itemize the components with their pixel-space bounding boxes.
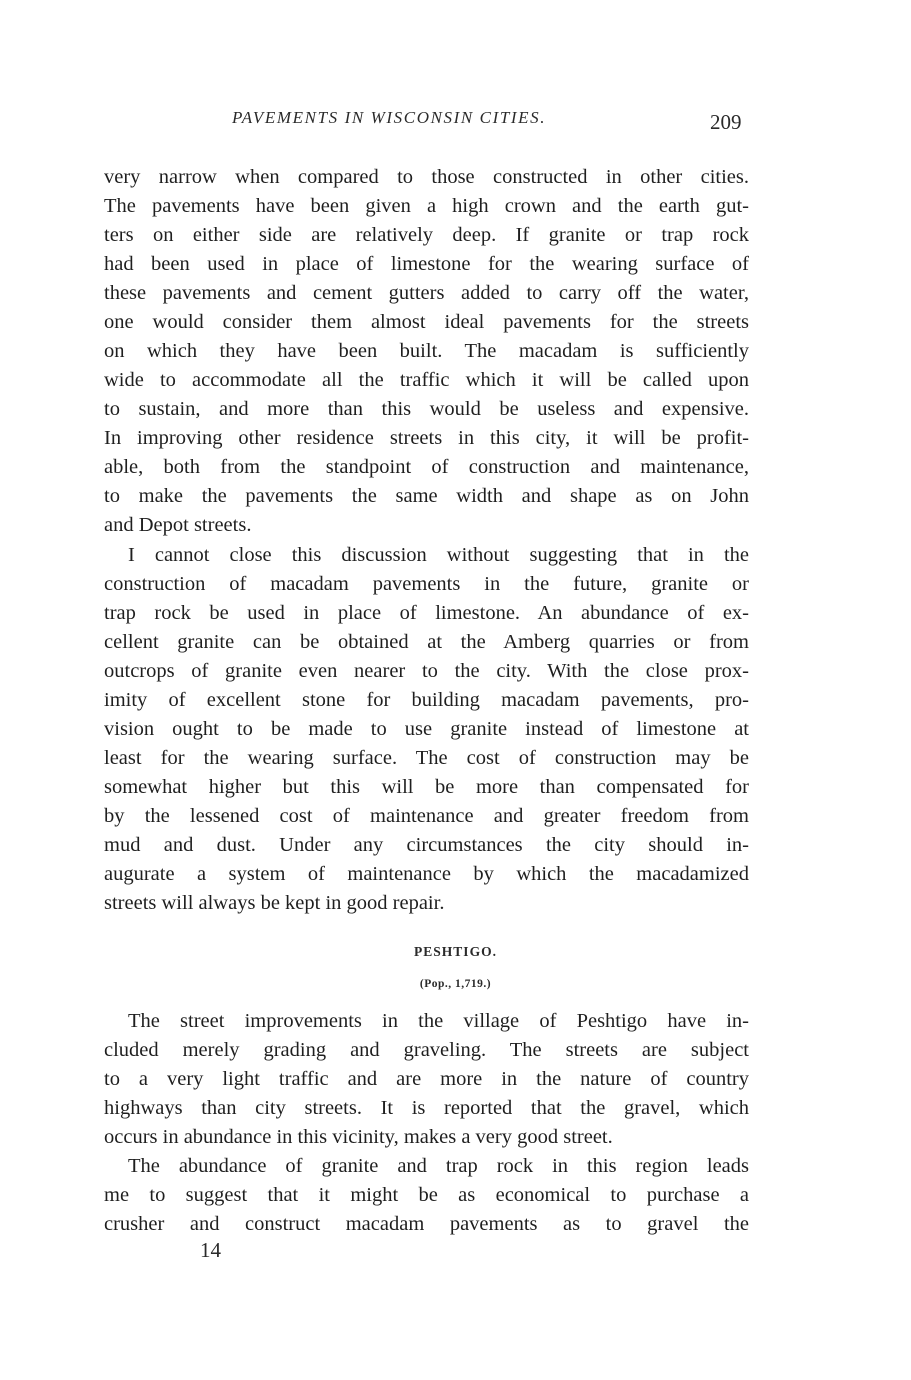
text-line: to a very light traffic and are more in the nature of country: [104, 1068, 749, 1090]
paragraph-2: [104, 541, 749, 918]
paragraph-1: [104, 163, 749, 540]
text-line: vision ought to be made to use granite instead of limestone at: [104, 718, 749, 740]
section-heading: PESHTIGO.: [414, 944, 497, 959]
page-number: 209: [710, 110, 742, 134]
text-line: I cannot close this discussion without suggesting that in the: [128, 544, 749, 566]
text-line: imity of excellent stone for building macadam pavements, pro-: [104, 689, 749, 711]
text-line: me to suggest that it might be as economical to purchase a: [104, 1184, 749, 1206]
text-line: augurate a system of maintenance by which the macadamized: [104, 863, 749, 885]
text-line: very narrow when compared to those constructed in other cities.: [104, 166, 749, 188]
text-line: In improving other residence streets in this city, it will be profit-: [104, 427, 749, 449]
population-note: (Pop., 1,719.): [419, 978, 492, 990]
signature-mark: 14: [200, 1238, 221, 1262]
text-line: by the lessened cost of maintenance and greater freedom from: [104, 805, 749, 827]
text-line: highways than city streets. It is reported that the gravel, which: [104, 1097, 749, 1119]
text-line: streets will always be kept in good repair.: [104, 892, 445, 914]
text-line: had been used in place of limestone for the wearing surface of: [104, 253, 749, 275]
text-line: to sustain, and more than this would be useless and expensive.: [104, 398, 749, 420]
text-line: and Depot streets.: [104, 514, 252, 536]
running-title: PAVEMENTS IN WISCONSIN CITIES.: [232, 108, 547, 127]
text-line: cellent granite can be obtained at the Amberg quarries or from: [104, 631, 749, 653]
text-line: least for the wearing surface. The cost of construction may be: [104, 747, 749, 769]
text-line: wide to accommodate all the traffic which it will be called upon: [104, 369, 749, 391]
text-line: mud and dust. Under any circumstances the city should in-: [104, 834, 749, 856]
text-line: cluded merely grading and graveling. The streets are subject: [104, 1039, 749, 1061]
text-line: ters on either side are relatively deep. If granite or trap rock: [104, 224, 749, 246]
text-line: construction of macadam pavements in the future, granite or: [104, 573, 749, 595]
text-line: these pavements and cement gutters added to carry off the water,: [104, 282, 749, 304]
text-line: somewhat higher but this will be more than compensated for: [104, 776, 749, 798]
text-line: outcrops of granite even nearer to the city. With the close prox-: [104, 660, 749, 682]
text-line: on which they have been built. The macadam is sufficiently: [104, 340, 749, 362]
text-line: The pavements have been given a high crown and the earth gut-: [104, 195, 749, 217]
text-line: to make the pavements the same width and shape as on John: [104, 485, 749, 507]
text-line: The street improvements in the village of Peshtigo have in-: [128, 1010, 749, 1032]
text-line: occurs in abundance in this vicinity, makes a very good street.: [104, 1126, 613, 1148]
text-line: able, both from the standpoint of construction and maintenance,: [104, 456, 749, 478]
paragraph-4: [104, 1152, 749, 1239]
text-line: one would consider them almost ideal pavements for the streets: [104, 311, 749, 333]
text-line: trap rock be used in place of limestone. An abundance of ex-: [104, 602, 749, 624]
paragraph-3: [104, 1007, 749, 1152]
text-line: The abundance of granite and trap rock in this region leads: [128, 1155, 749, 1177]
text-line: crusher and construct macadam pavements as to gravel the: [104, 1213, 749, 1235]
